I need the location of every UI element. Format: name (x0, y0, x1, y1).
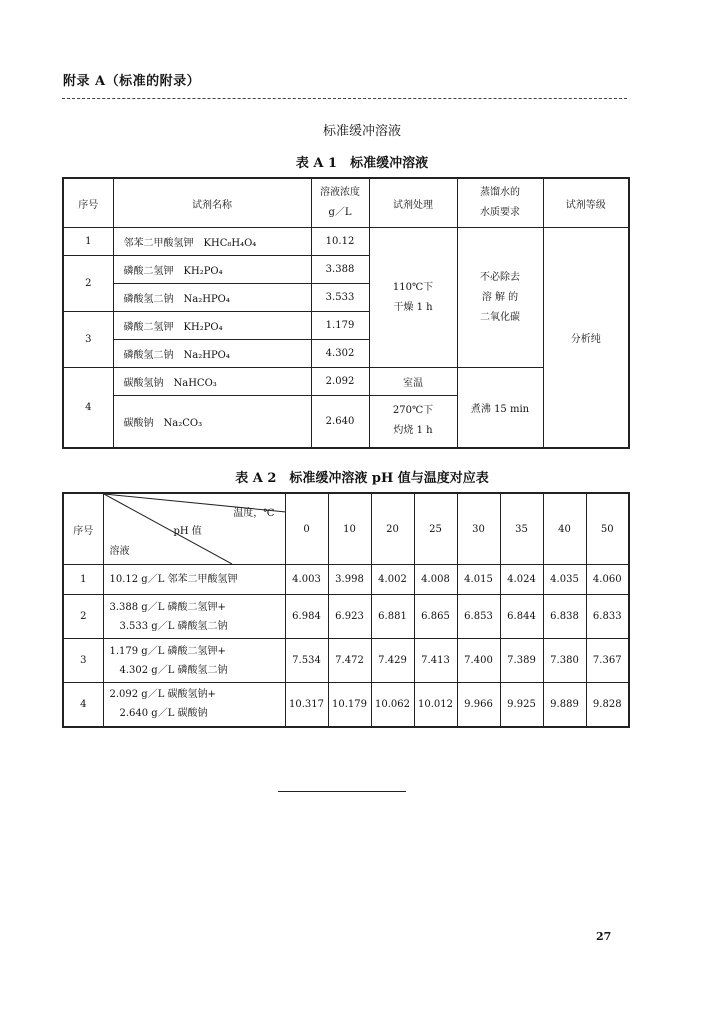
ph-value: 10.062 (371, 683, 414, 727)
page-number: 27 (596, 930, 612, 943)
water-requirement-2: 煮沸 15 min (457, 368, 543, 448)
ph-value: 10.012 (414, 683, 457, 727)
concentration: 2.092 (311, 368, 369, 396)
reagent-grade: 分析纯 (543, 228, 629, 448)
temp-header: 40 (543, 493, 586, 565)
temp-header: 50 (586, 493, 629, 565)
ph-value: 7.389 (500, 639, 543, 683)
table-a1-caption: 表 A 1 标准缓冲溶液 (295, 156, 429, 171)
ph-value: 4.035 (543, 565, 586, 595)
solution-name: 3.388 g／L 磷酸二氢钾+ 3.533 g／L 磷酸氢二钠 (103, 595, 285, 639)
row-no: 4 (63, 368, 113, 448)
header-water: 蒸馏水的 水质要求 (457, 178, 543, 228)
header-concentration: 溶液浓度 g／L (311, 178, 369, 228)
table-a2 (62, 492, 630, 728)
temp-header: 10 (328, 493, 371, 565)
ph-value: 9.966 (457, 683, 500, 727)
concentration: 10.12 (311, 228, 369, 256)
ph-value: 4.002 (371, 565, 414, 595)
header-treatment: 试剂处理 (369, 178, 457, 228)
reagent-name: 磷酸二氢钾 KH₂PO₄ (113, 312, 311, 340)
concentration: 2.640 (311, 396, 369, 448)
concentration: 3.388 (311, 256, 369, 284)
temp-header: 20 (371, 493, 414, 565)
table-row (63, 595, 629, 639)
water-requirement-1: 不必除去 溶 解 的 二氧化碳 (457, 228, 543, 368)
reagent-name: 碳酸氢钠 NaHCO₃ (113, 368, 311, 396)
solution-name: 2.092 g／L 碳酸氢钠+ 2.640 g／L 碳酸钠 (103, 683, 285, 727)
ph-value: 9.828 (586, 683, 629, 727)
row-no: 2 (63, 256, 113, 312)
solution-label: 溶液 (109, 546, 130, 557)
header-reagent: 试剂名称 (113, 178, 311, 228)
concentration: 4.302 (311, 340, 369, 368)
reagent-name: 磷酸氢二钠 Na₂HPO₄ (113, 284, 311, 312)
reagent-name: 磷酸二氢钾 KH₂PO₄ (113, 256, 311, 284)
row-no: 1 (63, 228, 113, 256)
ph-value: 6.984 (285, 595, 328, 639)
ph-value: 4.003 (285, 565, 328, 595)
header-no: 序号 (63, 493, 103, 565)
reagent-name: 磷酸氢二钠 Na₂HPO₄ (113, 340, 311, 368)
ph-value: 4.015 (457, 565, 500, 595)
ph-value: 7.367 (586, 639, 629, 683)
footer-divider (278, 791, 406, 792)
solution-name: 1.179 g／L 磷酸二氢钾+ 4.302 g／L 磷酸氢二钠 (103, 639, 285, 683)
appendix-header: 附录 A（标准的附录） (63, 74, 201, 89)
row-no: 4 (63, 683, 103, 727)
reagent-name: 邻苯二甲酸氢钾 KHC₈H₄O₄ (113, 228, 311, 256)
ph-value: 6.853 (457, 595, 500, 639)
table-row (63, 228, 629, 256)
row-no: 3 (63, 312, 113, 368)
ph-value: 4.060 (586, 565, 629, 595)
solution-name: 10.12 g／L 邻苯二甲酸氢钾 (103, 565, 285, 595)
header-no: 序号 (63, 178, 113, 228)
concentration: 3.533 (311, 284, 369, 312)
ph-value: 6.881 (371, 595, 414, 639)
reagent-name: 碳酸钠 Na₂CO₃ (113, 396, 311, 448)
ph-value: 6.838 (543, 595, 586, 639)
treatment-ignite: 270℃下 灼烧 1 h (369, 396, 457, 448)
ph-value: 6.923 (328, 595, 371, 639)
ph-value: 7.534 (285, 639, 328, 683)
ph-value: 3.998 (328, 565, 371, 595)
table-a1 (62, 177, 630, 449)
table-row (63, 565, 629, 595)
treatment-room-temp: 室温 (369, 368, 457, 396)
table-a2-caption: 表 A 2 标准缓冲溶液 pH 值与温度对应表 (235, 471, 489, 486)
ph-value: 9.925 (500, 683, 543, 727)
ph-value: 4.024 (500, 565, 543, 595)
ph-value: 7.400 (457, 639, 500, 683)
ph-value: 9.889 (543, 683, 586, 727)
row-no: 2 (63, 595, 103, 639)
ph-value: 7.429 (371, 639, 414, 683)
concentration: 1.179 (311, 312, 369, 340)
ph-value: 10.317 (285, 683, 328, 727)
ph-value: 6.865 (414, 595, 457, 639)
table-row (63, 639, 629, 683)
ph-label: pH 值 (173, 526, 202, 537)
table-a2-header-row (63, 493, 629, 565)
row-no: 1 (63, 565, 103, 595)
section-title: 标准缓冲溶液 (322, 124, 401, 139)
header-divider (62, 98, 627, 99)
temp-header: 0 (285, 493, 328, 565)
ph-value: 10.179 (328, 683, 371, 727)
table-a1-header-row (63, 178, 629, 228)
header-grade: 试剂等级 (543, 178, 629, 228)
treatment-dry: 110℃下 干燥 1 h (369, 228, 457, 368)
row-no: 3 (63, 639, 103, 683)
temp-header: 25 (414, 493, 457, 565)
ph-value: 6.833 (586, 595, 629, 639)
ph-value: 6.844 (500, 595, 543, 639)
temperature-label: 温度，℃ (233, 508, 275, 519)
ph-value: 4.008 (414, 565, 457, 595)
temp-header: 30 (457, 493, 500, 565)
table-row (63, 683, 629, 727)
ph-value: 7.413 (414, 639, 457, 683)
ph-value: 7.472 (328, 639, 371, 683)
temp-header: 35 (500, 493, 543, 565)
diagonal-header-cell (103, 493, 285, 565)
ph-value: 7.380 (543, 639, 586, 683)
